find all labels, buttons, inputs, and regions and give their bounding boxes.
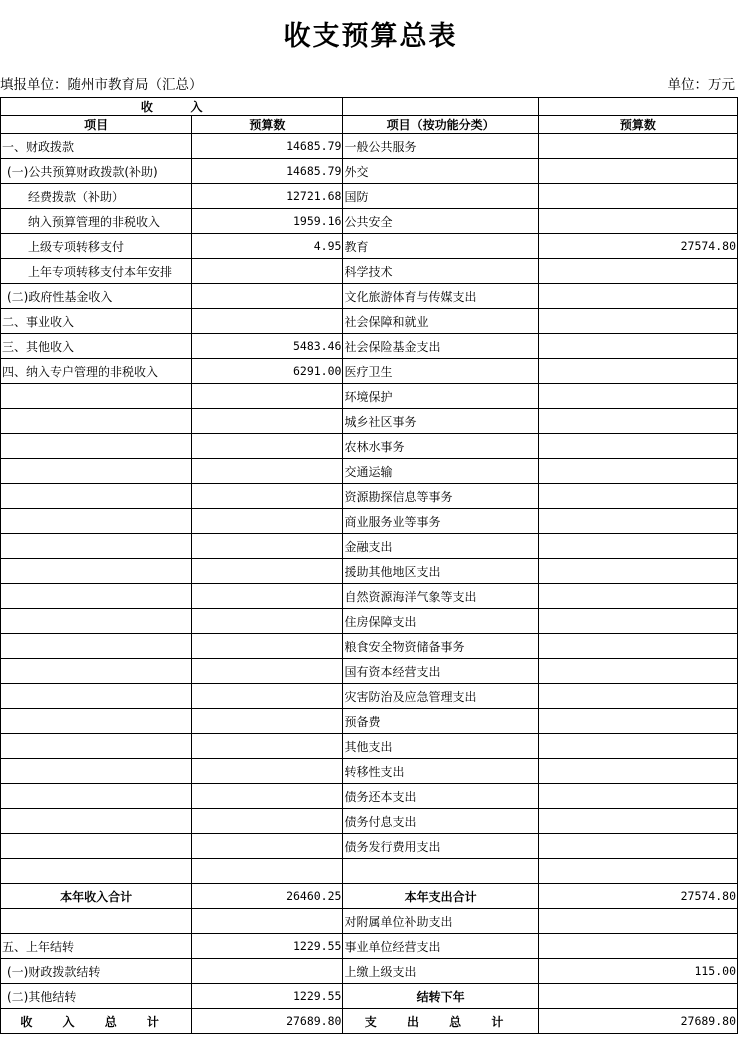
expense-item-cell: 文化旅游体育与传媒支出 — [343, 284, 538, 309]
expense-item-cell: 预备费 — [343, 709, 538, 734]
income-budget-cell: 14685.79 — [192, 134, 343, 159]
expense-item-cell: 其他支出 — [343, 734, 538, 759]
income-budget-cell — [192, 809, 343, 834]
table-row — [1, 559, 738, 584]
income-item-cell — [1, 859, 192, 884]
table-row — [1, 384, 738, 409]
expense-item-cell: 资源勘探信息等事务 — [343, 484, 538, 509]
income-item-cell: 五、上年结转 — [1, 934, 192, 959]
income-item-cell: (一)公共预算财政拨款(补助) — [1, 159, 192, 184]
col-budget-header: 预算数 — [192, 116, 343, 134]
expense-item-cell: 外交 — [343, 159, 538, 184]
expense-budget-cell — [538, 309, 737, 334]
income-budget-cell — [192, 459, 343, 484]
income-item-cell — [1, 659, 192, 684]
expense-budget-cell — [538, 834, 737, 859]
income-budget-cell: 6291.00 — [192, 359, 343, 384]
income-budget-cell — [192, 434, 343, 459]
expense-budget-cell — [538, 434, 737, 459]
table-row — [1, 234, 738, 259]
table-row — [1, 634, 738, 659]
income-budget-cell — [192, 309, 343, 334]
income-item-cell: 收 入 总 计 — [1, 1009, 192, 1034]
income-item-cell: 一、财政拨款 — [1, 134, 192, 159]
expense-item-cell: 债务还本支出 — [343, 784, 538, 809]
expense-item-cell: 债务发行费用支出 — [343, 834, 538, 859]
income-item-cell: 四、纳入专户管理的非税收入 — [1, 359, 192, 384]
table-row — [1, 934, 738, 959]
income-budget-cell — [192, 484, 343, 509]
expense-budget-cell — [538, 509, 737, 534]
expense-budget-cell — [538, 809, 737, 834]
income-item-cell — [1, 684, 192, 709]
income-item-cell: 二、事业收入 — [1, 309, 192, 334]
table-row — [1, 959, 738, 984]
income-item-cell — [1, 384, 192, 409]
table-row — [1, 734, 738, 759]
income-budget-cell — [192, 659, 343, 684]
expense-item-cell: 本年支出合计 — [343, 884, 538, 909]
expense-group-header-blank — [343, 98, 538, 116]
income-item-cell — [1, 584, 192, 609]
table-row — [1, 984, 738, 1009]
table-row — [1, 209, 738, 234]
income-item-cell — [1, 709, 192, 734]
expense-item-cell: 农林水事务 — [343, 434, 538, 459]
col-exp-item-header: 项目（按功能分类） — [343, 116, 538, 134]
table-row — [1, 684, 738, 709]
table-row — [1, 809, 738, 834]
income-budget-cell — [192, 684, 343, 709]
income-budget-cell — [192, 909, 343, 934]
expense-budget-cell — [538, 409, 737, 434]
table-row — [1, 184, 738, 209]
expense-item-cell: 环境保护 — [343, 384, 538, 409]
expense-budget-cell — [538, 534, 737, 559]
col-exp-budget-header: 预算数 — [538, 116, 737, 134]
table-row — [1, 709, 738, 734]
expense-budget-cell — [538, 184, 737, 209]
table-row — [1, 284, 738, 309]
income-budget-cell — [192, 609, 343, 634]
expense-budget-cell — [538, 384, 737, 409]
expense-budget-cell: 27689.80 — [538, 1009, 737, 1034]
expense-item-cell: 一般公共服务 — [343, 134, 538, 159]
expense-item-cell: 灾害防治及应急管理支出 — [343, 684, 538, 709]
income-budget-cell — [192, 384, 343, 409]
expense-budget-cell: 27574.80 — [538, 234, 737, 259]
income-budget-cell: 1229.55 — [192, 934, 343, 959]
expense-budget-cell — [538, 859, 737, 884]
table-row — [1, 309, 738, 334]
income-budget-cell — [192, 959, 343, 984]
expense-item-cell: 公共安全 — [343, 209, 538, 234]
income-budget-cell — [192, 759, 343, 784]
header-column-row — [1, 116, 738, 134]
table-row — [1, 509, 738, 534]
table-row — [1, 659, 738, 684]
expense-budget-cell — [538, 559, 737, 584]
income-item-cell: 上级专项转移支付 — [1, 234, 192, 259]
income-item-cell — [1, 834, 192, 859]
income-budget-cell: 1229.55 — [192, 984, 343, 1009]
expense-group-header-blank-2 — [538, 98, 737, 116]
income-budget-cell — [192, 734, 343, 759]
expense-budget-cell — [538, 934, 737, 959]
income-budget-cell — [192, 859, 343, 884]
expense-budget-cell — [538, 634, 737, 659]
expense-item-cell: 社会保障和就业 — [343, 309, 538, 334]
income-budget-cell — [192, 584, 343, 609]
income-item-cell: (二)其他结转 — [1, 984, 192, 1009]
table-row — [1, 434, 738, 459]
income-item-cell — [1, 759, 192, 784]
table-row — [1, 859, 738, 884]
table-row — [1, 1009, 738, 1034]
income-item-cell — [1, 609, 192, 634]
expense-budget-cell — [538, 984, 737, 1009]
table-row — [1, 159, 738, 184]
expense-budget-cell: 115.00 — [538, 959, 737, 984]
income-item-cell — [1, 459, 192, 484]
table-row — [1, 884, 738, 909]
expense-item-cell: 事业单位经营支出 — [343, 934, 538, 959]
expense-item-cell: 城乡社区事务 — [343, 409, 538, 434]
income-budget-cell — [192, 259, 343, 284]
income-budget-cell: 5483.46 — [192, 334, 343, 359]
income-item-cell — [1, 534, 192, 559]
expense-item-cell: 对附属单位补助支出 — [343, 909, 538, 934]
income-budget-cell: 12721.68 — [192, 184, 343, 209]
income-budget-cell: 4.95 — [192, 234, 343, 259]
expense-item-cell: 社会保险基金支出 — [343, 334, 538, 359]
expense-item-cell: 粮食安全物资储备事务 — [343, 634, 538, 659]
table-row — [1, 484, 738, 509]
income-item-cell: 纳入预算管理的非税收入 — [1, 209, 192, 234]
income-budget-cell — [192, 509, 343, 534]
expense-item-cell: 商业服务业等事务 — [343, 509, 538, 534]
expense-item-cell: 支 出 总 计 — [343, 1009, 538, 1034]
table-row — [1, 134, 738, 159]
income-item-cell — [1, 559, 192, 584]
expense-budget-cell — [538, 684, 737, 709]
table-row — [1, 909, 738, 934]
budget-summary-table — [0, 97, 738, 1034]
income-budget-cell — [192, 834, 343, 859]
income-group-header: 收 入 — [1, 98, 343, 116]
expense-item-cell: 结转下年 — [343, 984, 538, 1009]
income-item-cell — [1, 734, 192, 759]
income-item-cell — [1, 509, 192, 534]
income-item-cell — [1, 484, 192, 509]
table-row — [1, 459, 738, 484]
income-item-cell — [1, 409, 192, 434]
expense-item-cell: 医疗卫生 — [343, 359, 538, 384]
table-row — [1, 759, 738, 784]
expense-item-cell: 国防 — [343, 184, 538, 209]
currency-unit: 单位：万元 — [667, 77, 735, 93]
expense-budget-cell — [538, 584, 737, 609]
expense-budget-cell: 27574.80 — [538, 884, 737, 909]
expense-budget-cell — [538, 334, 737, 359]
expense-budget-cell — [538, 284, 737, 309]
table-row — [1, 584, 738, 609]
expense-budget-cell — [538, 609, 737, 634]
header-group-row — [1, 98, 738, 116]
expense-budget-cell — [538, 909, 737, 934]
income-budget-cell — [192, 784, 343, 809]
table-row — [1, 834, 738, 859]
table-row — [1, 334, 738, 359]
expense-item-cell: 自然资源海洋气象等支出 — [343, 584, 538, 609]
income-budget-cell — [192, 559, 343, 584]
expense-item-cell: 住房保障支出 — [343, 609, 538, 634]
income-budget-cell: 26460.25 — [192, 884, 343, 909]
income-item-cell: (一)财政拨款结转 — [1, 959, 192, 984]
expense-budget-cell — [538, 659, 737, 684]
expense-item-cell: 上缴上级支出 — [343, 959, 538, 984]
expense-budget-cell — [538, 209, 737, 234]
expense-budget-cell — [538, 709, 737, 734]
expense-budget-cell — [538, 759, 737, 784]
income-budget-cell — [192, 534, 343, 559]
income-item-cell: 本年收入合计 — [1, 884, 192, 909]
table-row — [1, 609, 738, 634]
expense-item-cell: 科学技术 — [343, 259, 538, 284]
table-row — [1, 359, 738, 384]
income-budget-cell: 27689.80 — [192, 1009, 343, 1034]
expense-item-cell: 转移性支出 — [343, 759, 538, 784]
expense-item-cell: 金融支出 — [343, 534, 538, 559]
income-item-cell: 三、其他收入 — [1, 334, 192, 359]
income-budget-cell — [192, 634, 343, 659]
expense-budget-cell — [538, 159, 737, 184]
income-item-cell: 上年专项转移支付本年安排 — [1, 259, 192, 284]
expense-budget-cell — [538, 359, 737, 384]
expense-budget-cell — [538, 259, 737, 284]
income-item-cell — [1, 784, 192, 809]
expense-item-cell: 交通运输 — [343, 459, 538, 484]
income-item-cell: (二)政府性基金收入 — [1, 284, 192, 309]
income-item-cell — [1, 809, 192, 834]
income-item-cell — [1, 434, 192, 459]
income-item-cell — [1, 909, 192, 934]
income-budget-cell: 14685.79 — [192, 159, 343, 184]
expense-item-cell: 国有资本经营支出 — [343, 659, 538, 684]
expense-budget-cell — [538, 484, 737, 509]
income-budget-cell — [192, 709, 343, 734]
expense-budget-cell — [538, 784, 737, 809]
income-item-cell — [1, 634, 192, 659]
table-row — [1, 534, 738, 559]
expense-item-cell: 教育 — [343, 234, 538, 259]
reporting-unit: 填报单位：随州市教育局（汇总） — [0, 77, 203, 93]
income-budget-cell — [192, 409, 343, 434]
expense-item-cell: 债务付息支出 — [343, 809, 538, 834]
table-row — [1, 259, 738, 284]
expense-item-cell: 援助其他地区支出 — [343, 559, 538, 584]
col-item-header: 项目 — [1, 116, 192, 134]
table-row — [1, 784, 738, 809]
page-title: 收支预算总表 — [283, 21, 458, 52]
income-budget-cell: 1959.16 — [192, 209, 343, 234]
expense-budget-cell — [538, 734, 737, 759]
expense-budget-cell — [538, 134, 737, 159]
income-budget-cell — [192, 284, 343, 309]
expense-budget-cell — [538, 459, 737, 484]
table-row — [1, 409, 738, 434]
income-item-cell: 经费拨款（补助） — [1, 184, 192, 209]
expense-item-cell — [343, 859, 538, 884]
